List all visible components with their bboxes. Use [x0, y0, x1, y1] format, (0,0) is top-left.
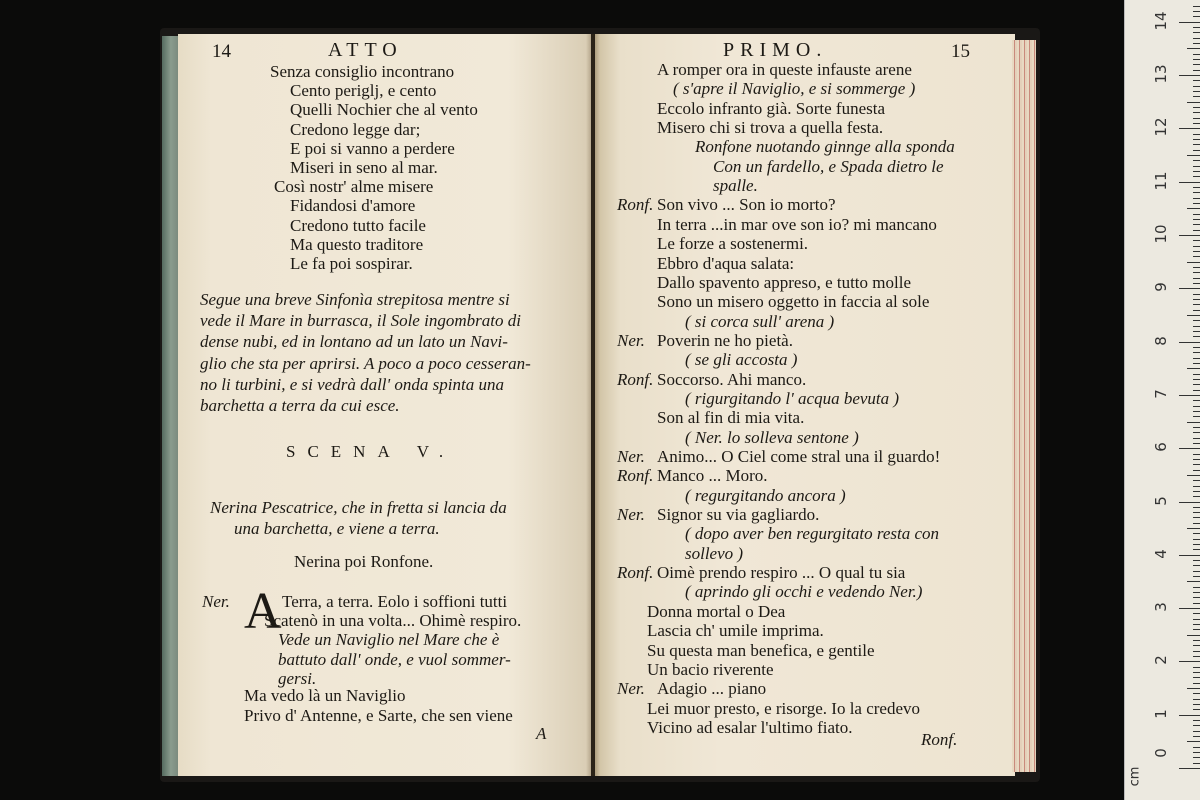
ruler-tick	[1193, 683, 1200, 684]
ruler-tick	[1193, 587, 1200, 588]
ruler-tick	[1193, 576, 1200, 577]
ruler-tick	[1179, 75, 1200, 76]
ruler-tick	[1193, 336, 1200, 337]
ruler-tick	[1193, 192, 1200, 193]
ruler-tick	[1179, 182, 1200, 183]
speaker-label: Ronf.	[617, 369, 654, 389]
ruler-tick	[1193, 240, 1200, 241]
speech-line: Sono un misero oggetto in faccia al sole	[657, 292, 930, 312]
ruler-tick	[1193, 565, 1200, 566]
ruler-tick	[1193, 592, 1200, 593]
ruler-tick	[1187, 368, 1200, 369]
ruler-tick	[1193, 390, 1200, 391]
ruler-tick	[1193, 523, 1200, 524]
ruler-tick	[1193, 118, 1200, 119]
ruler-tick	[1193, 230, 1200, 231]
scene-title: SCENA V.	[286, 442, 456, 461]
book-gutter	[586, 34, 600, 776]
ruler-tick	[1193, 651, 1200, 652]
speech-line: Oimè prendo respiro ... O qual tu sia	[657, 563, 906, 583]
ruler-tick	[1193, 171, 1200, 172]
ruler-tick	[1179, 342, 1200, 343]
speech-line: Scatenò in una volta... Ohimè respiro.	[264, 611, 522, 630]
ruler-tick	[1193, 747, 1200, 748]
stage-direction-line: ( si corca sull' arena )	[685, 311, 835, 331]
verse-line: Cento periglj, e cento	[290, 81, 437, 101]
ruler-tick	[1187, 688, 1200, 689]
verse-line: Credono tutto facile	[290, 215, 426, 235]
speaker-label: Ronf.	[617, 466, 654, 486]
ruler-tick	[1187, 528, 1200, 529]
stage-direction-line: ( Ner. lo solleva sentone )	[685, 427, 859, 447]
verse-line: Quelli Nochier che al vento	[290, 100, 478, 120]
ruler-tick	[1193, 16, 1200, 17]
ruler-tick	[1193, 411, 1200, 412]
speech-line: In terra ...in mar ove son io? mi mancano	[657, 214, 937, 234]
stage-direction-line: spalle.	[713, 176, 758, 196]
ruler-tick	[1193, 549, 1200, 550]
ruler-tick	[1193, 272, 1200, 273]
character-list: Nerina poi Ronfone.	[294, 552, 434, 571]
ruler-tick	[1179, 22, 1200, 23]
speaker-label: Ner.	[617, 679, 645, 699]
ruler-tick	[1179, 288, 1200, 289]
ruler-tick	[1193, 640, 1200, 641]
ruler-tick	[1193, 139, 1200, 140]
ruler-tick	[1193, 496, 1200, 497]
ruler-tick	[1193, 731, 1200, 732]
ruler-label: 5	[1152, 495, 1170, 506]
page-number: 15	[951, 41, 970, 62]
ruler-tick	[1193, 326, 1200, 327]
ruler-tick	[1193, 507, 1200, 508]
verse-line: Le fa poi sospirar.	[290, 254, 413, 273]
ruler-tick	[1193, 267, 1200, 268]
ruler-tick	[1187, 102, 1200, 103]
speech-line: A romper ora in queste infauste arene	[657, 60, 912, 79]
ruler-tick	[1193, 224, 1200, 225]
ruler-label: 7	[1152, 389, 1170, 399]
ruler-tick	[1193, 6, 1200, 7]
ruler-label: 14	[1152, 11, 1170, 31]
ruler-label: 3	[1152, 602, 1170, 612]
ruler-tick	[1193, 517, 1200, 518]
ruler-tick	[1187, 475, 1200, 476]
ruler-tick	[1193, 299, 1200, 300]
ruler-tick	[1193, 672, 1200, 673]
ruler-tick	[1193, 86, 1200, 87]
speech-line: Terra, a terra. Eolo i soffioni tutti	[282, 592, 508, 611]
speech-line: Signor su via gagliardo.	[657, 505, 820, 525]
ruler-tick	[1193, 752, 1200, 753]
ruler-tick	[1193, 352, 1200, 353]
ruler-tick	[1193, 533, 1200, 534]
ruler-tick	[1193, 699, 1200, 700]
speech-line: Donna mortal o Dea	[647, 601, 786, 621]
ruler-tick	[1193, 144, 1200, 145]
ruler-tick	[1193, 251, 1200, 252]
ruler-tick	[1179, 235, 1200, 236]
stage-direction-line: Segue una breve Sinfonìa strepitosa mentre si	[200, 290, 510, 309]
ruler-tick	[1193, 198, 1200, 199]
stage-direction-line: battuto dall' onde, e vuol sommer-	[278, 649, 511, 669]
ruler-tick	[1193, 384, 1200, 385]
speaker-label: Ronf.	[617, 563, 654, 583]
speaker-label: Ner.	[202, 592, 230, 611]
speech-line: Adagio ... piano	[657, 679, 767, 699]
ruler-tick	[1179, 128, 1200, 129]
ruler-tick	[1193, 203, 1200, 204]
ruler-tick	[1193, 166, 1200, 167]
stage-direction-line: sollevo )	[685, 543, 744, 563]
measuring-ruler	[1124, 0, 1200, 800]
speech-line: Ma vedo là un Naviglio	[244, 686, 406, 705]
ruler-label: 1	[1152, 708, 1170, 719]
ruler-label: 0	[1152, 748, 1170, 758]
running-head: ATTO	[328, 39, 403, 61]
stage-direction-line: ( rigurgitando l' acqua bevuta )	[685, 388, 900, 408]
ruler-label: 6	[1152, 442, 1170, 452]
ruler-label: 11	[1152, 171, 1170, 191]
ruler-tick	[1193, 443, 1200, 444]
ruler-tick	[1193, 246, 1200, 247]
speech-line: Vicino ad esalar l'ultimo fiato.	[647, 717, 853, 737]
ruler-tick	[1193, 645, 1200, 646]
speech-line: Un bacio riverente	[647, 659, 774, 679]
ruler-tick	[1193, 278, 1200, 279]
speech-line: Dallo spavento appreso, e tutto molle	[657, 272, 911, 292]
stage-direction-line: ( dopo aver ben regurgitato resta con	[685, 524, 940, 544]
ruler-tick	[1179, 715, 1200, 716]
ruler-tick	[1179, 555, 1200, 556]
ruler-tick	[1187, 635, 1200, 636]
ruler-tick	[1193, 363, 1200, 364]
ruler-tick	[1193, 112, 1200, 113]
ruler-tick	[1193, 512, 1200, 513]
ruler-tick	[1193, 709, 1200, 710]
stage-direction-line: gersi.	[278, 669, 317, 688]
stage-direction-line: no li turbini, e si vedrà dall' onda spinta una	[200, 374, 504, 394]
catchword: Ronf.	[921, 730, 958, 749]
verse-line: Credono legge dar;	[290, 119, 421, 139]
stage-direction-line: ( s'apre il Naviglio, e si sommerge )	[673, 79, 916, 99]
ruler-tick	[1179, 448, 1200, 449]
speech-line: Lascia ch' umile imprima.	[647, 621, 824, 641]
ruler-tick	[1187, 155, 1200, 156]
ruler-tick	[1193, 256, 1200, 257]
ruler-tick	[1193, 107, 1200, 108]
running-head: PRIMO.	[723, 39, 828, 61]
ruler-tick	[1193, 54, 1200, 55]
ruler-tick	[1193, 757, 1200, 758]
ruler-tick	[1193, 187, 1200, 188]
ruler-tick	[1193, 629, 1200, 630]
verse-line: Così nostr' alme misere	[274, 177, 434, 197]
page-number: 14	[212, 41, 231, 62]
stage-direction-line: barchetta a terra da cui esce.	[200, 396, 400, 415]
ruler-tick	[1193, 619, 1200, 620]
ruler-tick	[1193, 704, 1200, 705]
ruler-tick	[1193, 454, 1200, 455]
ruler-tick	[1193, 123, 1200, 124]
ruler-tick	[1187, 262, 1200, 263]
ruler-tick	[1193, 331, 1200, 332]
ruler-tick	[1193, 379, 1200, 380]
verse-line: Ma questo traditore	[290, 234, 424, 254]
ruler-tick	[1193, 134, 1200, 135]
ruler-tick	[1179, 608, 1200, 609]
ruler-tick	[1193, 480, 1200, 481]
ruler-tick	[1193, 736, 1200, 737]
stage-direction-line: vede il Mare in burrasca, il Sole ingombrato di	[200, 311, 521, 331]
ruler-tick	[1193, 11, 1200, 12]
verse-line: Miseri in seno al mar.	[290, 158, 438, 177]
catchword: A	[536, 724, 547, 743]
ruler-tick	[1193, 725, 1200, 726]
speech-line: Privo d' Antenne, e Sarte, che sen viene	[244, 705, 513, 725]
speech-line: Su questa man benefica, e gentile	[647, 640, 875, 660]
ruler-tick	[1187, 741, 1200, 742]
ruler-tick	[1193, 374, 1200, 375]
page-edges	[1012, 40, 1036, 772]
ruler-tick	[1193, 150, 1200, 151]
speaker-label: Ner.	[617, 505, 645, 525]
verse-line: E poi si vanno a perdere	[290, 138, 455, 158]
ruler-tick	[1193, 283, 1200, 284]
ruler-tick	[1193, 693, 1200, 694]
ruler-tick	[1193, 667, 1200, 668]
ruler-tick	[1193, 214, 1200, 215]
ruler-tick	[1193, 677, 1200, 678]
ruler-tick	[1193, 560, 1200, 561]
ruler-tick	[1193, 603, 1200, 604]
ruler-label: 10	[1152, 224, 1170, 244]
ruler-tick	[1193, 96, 1200, 97]
stage-direction-line: Vede un Naviglio nel Mare che è	[278, 630, 500, 649]
ruler-tick	[1187, 581, 1200, 582]
speech-line: Lei muor presto, e risorge. Io la credevo	[647, 698, 921, 718]
speaker-label: Ronf.	[617, 195, 654, 215]
scene-description-line: una barchetta, e viene a terra.	[234, 519, 440, 538]
ruler-tick	[1193, 59, 1200, 60]
ruler-tick	[1193, 432, 1200, 433]
stage-direction-line: ( regurgitando ancora )	[685, 485, 846, 505]
speech-line: Misero chi si trova a quella festa.	[657, 118, 884, 138]
ruler-tick	[1179, 768, 1200, 769]
speech-line: Son vivo ... Son io morto?	[657, 195, 836, 215]
ruler-tick	[1193, 613, 1200, 614]
ruler-tick	[1193, 571, 1200, 572]
ruler-tick	[1193, 219, 1200, 220]
speech-line: Son al fin di mia vita.	[657, 408, 805, 428]
drop-cap-letter: A	[244, 583, 282, 640]
stage-direction-line: glio che sta per aprirsi. A poco a poco cesseran-	[200, 353, 531, 373]
left-page	[178, 34, 591, 776]
ruler-tick	[1193, 720, 1200, 721]
ruler-tick	[1193, 400, 1200, 401]
ruler-tick	[1193, 427, 1200, 428]
verse-line: Fidandosi d'amore	[290, 196, 416, 216]
speech-line: Le forze a sostenermi.	[657, 234, 809, 254]
ruler-tick	[1193, 320, 1200, 321]
ruler-unit: cm	[1127, 766, 1143, 787]
ruler-tick	[1193, 470, 1200, 471]
right-page	[595, 34, 1015, 776]
ruler-tick	[1193, 597, 1200, 598]
ruler-tick	[1187, 422, 1200, 423]
ruler-label: 4	[1152, 549, 1170, 559]
ruler-tick	[1179, 395, 1200, 396]
ruler-tick	[1193, 91, 1200, 92]
speech-line: Ebbro d'aqua salata:	[657, 253, 795, 273]
stage-direction-line: ( aprindo gli occhi e vedendo Ner.)	[685, 582, 923, 602]
speaker-label: Ner.	[617, 447, 645, 466]
speech-line: Eccolo infranto già. Sorte funesta	[657, 98, 886, 118]
verse-line: Senza consiglio incontrano	[270, 62, 455, 81]
ruler-tick	[1193, 160, 1200, 161]
ruler-tick	[1193, 763, 1200, 764]
ruler-tick	[1193, 80, 1200, 81]
ruler-tick	[1193, 32, 1200, 33]
stage-direction-line: Con un fardello, e Spada dietro le	[713, 156, 944, 176]
speaker-label: Ner.	[617, 330, 645, 350]
speech-line: Poverin ne ho pietà.	[657, 330, 793, 350]
ruler-tick	[1193, 486, 1200, 487]
ruler-tick	[1193, 544, 1200, 545]
speech-line: Manco ... Moro.	[657, 466, 768, 486]
stage-direction-line: dense nubi, ed in lontano ad un lato un Navi-	[200, 332, 508, 352]
ruler-tick	[1179, 502, 1200, 503]
ruler-tick	[1193, 176, 1200, 177]
ruler-label: 8	[1152, 335, 1170, 346]
ruler-tick	[1193, 656, 1200, 657]
ruler-tick	[1193, 27, 1200, 28]
stage-direction-line: Ronfone nuotando ginnge alla sponda	[695, 137, 955, 157]
ruler-tick	[1193, 310, 1200, 311]
ruler-tick	[1193, 491, 1200, 492]
ruler-label: 13	[1152, 64, 1170, 84]
speech-line: Animo... O Ciel come stral una il guardo!	[657, 447, 941, 466]
ruler-tick	[1187, 48, 1200, 49]
ruler-tick	[1187, 208, 1200, 209]
ruler-tick	[1193, 347, 1200, 348]
ruler-tick	[1193, 438, 1200, 439]
ruler-tick	[1193, 304, 1200, 305]
ruler-tick	[1193, 294, 1200, 295]
ruler-label: 9	[1152, 282, 1170, 293]
scene-description-line: Nerina Pescatrice, che in fretta si lancia da	[210, 498, 507, 517]
ruler-tick	[1187, 315, 1200, 316]
ruler-tick	[1193, 459, 1200, 460]
ruler-tick	[1193, 539, 1200, 540]
ruler-tick	[1193, 38, 1200, 39]
stage-direction-line: ( se gli accosta )	[685, 350, 798, 370]
speech-line: Soccorso. Ahi manco.	[657, 369, 807, 389]
ruler-tick	[1193, 464, 1200, 465]
ruler-tick	[1193, 64, 1200, 65]
ruler-tick	[1193, 70, 1200, 71]
ruler-label: 12	[1152, 117, 1170, 137]
ruler-tick	[1193, 43, 1200, 44]
ruler-label: 2	[1152, 655, 1170, 666]
ruler-tick	[1193, 624, 1200, 625]
ruler-tick	[1193, 416, 1200, 417]
ruler-tick	[1193, 406, 1200, 407]
ruler-tick	[1193, 358, 1200, 359]
ruler-tick	[1179, 661, 1200, 662]
